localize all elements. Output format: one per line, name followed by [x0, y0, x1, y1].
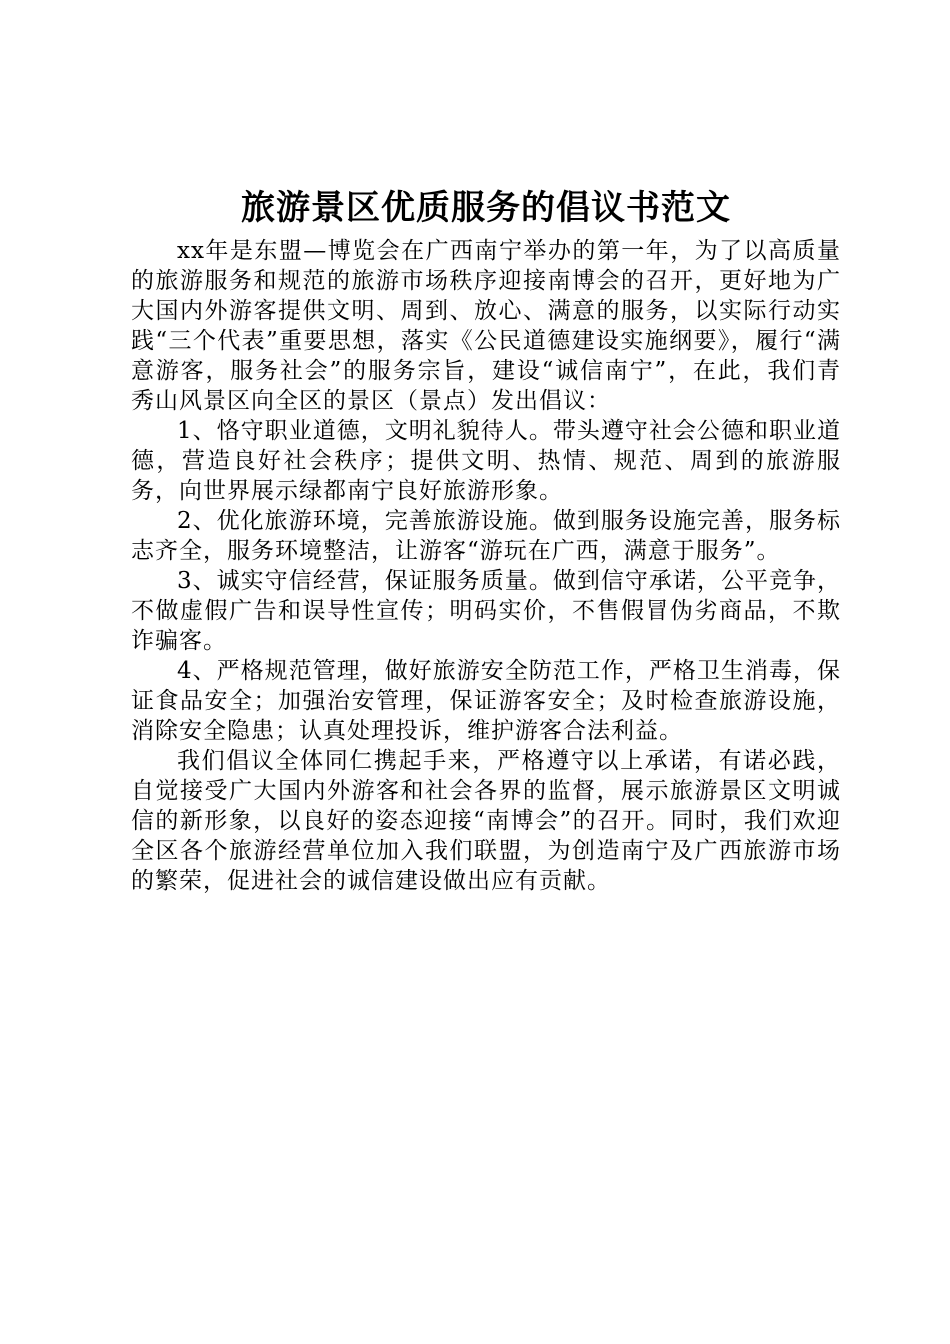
document-body — [131, 180, 841, 896]
paragraph-item-2: 2、优化旅游环境，完善旅游设施。做到服务设施完善，服务标志齐全，服务环境整洁，让游客“游玩在广西，满意于服务”。 — [131, 508, 841, 564]
paragraph-intro: xx年是东盟—博览会在广西南宁举办的第一年，为了以高质量的旅游服务和规范的旅游市场秩序迎接南博会的召开，更好地为广大国内外游客提供文明、周到、放心、满意的服务，以实际行动实践“三个代表”重要思想，落实《公民道德建设实施纲要》，履行“满意游客，服务社会”的服务宗旨，建设“诚信南宁”，在此，我们青秀山风景区向全区的景区（景点）发出倡议： — [131, 238, 841, 414]
paragraph-item-3: 3、诚实守信经营，保证服务质量。做到信守承诺，公平竞争，不做虚假广告和误导性宣传；明码实价，不售假冒伪劣商品，不欺诈骗客。 — [131, 568, 841, 654]
paragraph-closing: 我们倡议全体同仁携起手来，严格遵守以上承诺，有诺必践，自觉接受广大国内外游客和社会各界的监督，展示旅游景区文明诚信的新形象，以良好的姿态迎接“南博会”的召开。同时，我们欢迎全区各个旅游经营单位加入我们联盟，为创造南宁及广西旅游市场的繁荣，促进社会的诚信建设做出应有贡献。 — [131, 748, 841, 894]
document-title: 旅游景区优质服务的倡议书范文 — [241, 188, 731, 228]
paragraph-item-4: 4、严格规范管理，做好旅游安全防范工作，严格卫生消毒，保证食品安全；加强治安管理，保证游客安全；及时检查旅游设施，消除安全隐患；认真处理投诉，维护游客合法利益。 — [131, 658, 841, 744]
paragraph-item-1: 1、恪守职业道德，文明礼貌待人。带头遵守社会公德和职业道德，营造良好社会秩序；提供文明、热情、规范、周到的旅游服务，向世界展示绿都南宁良好旅游形象。 — [131, 418, 841, 504]
